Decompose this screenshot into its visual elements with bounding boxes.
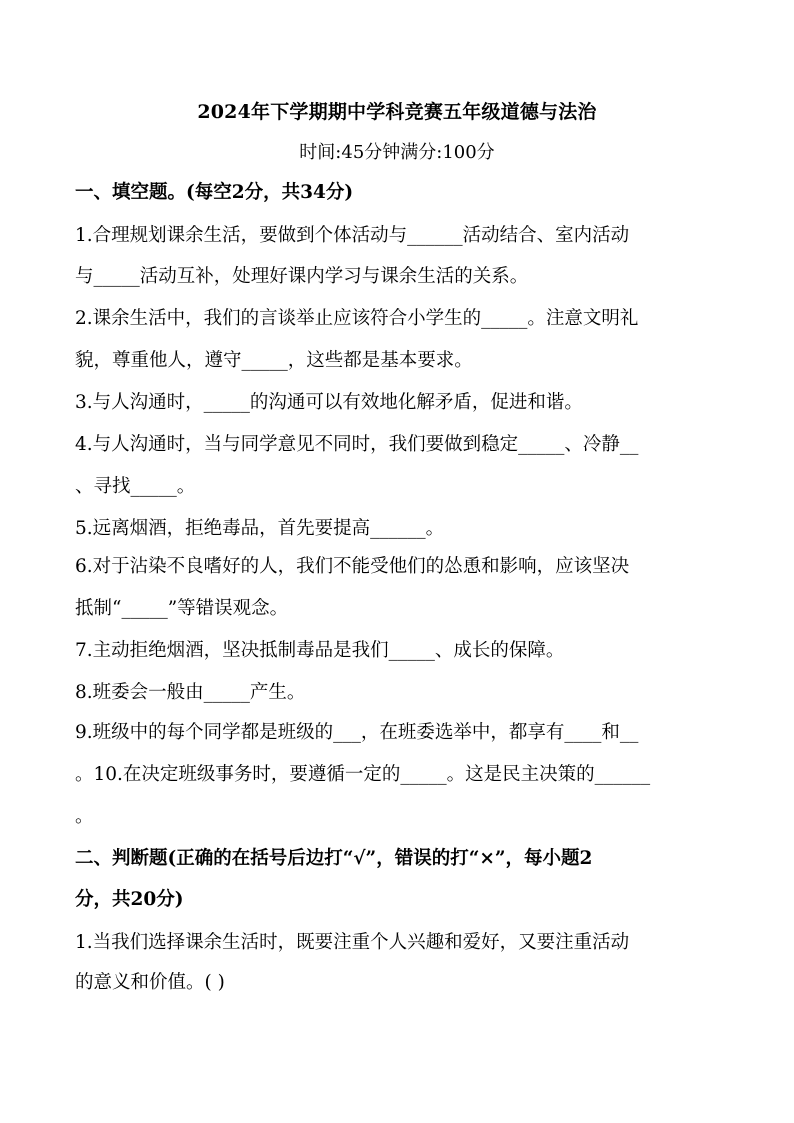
section-heading-true-false: 二、判断题(正确的在括号后边打“√”，错误的打“×”，每小题2 [75,848,593,869]
question-line: 9.班级中的每个同学都是班级的___，在班委选举中，都享有____和__ [75,722,639,743]
page-title: 2024年下学期期中学科竞赛五年级道德与法治 [197,101,597,123]
question-line: 4.与人沟通时，当与同学意见不同时，我们要做到稳定_____、冷静__ [75,434,639,455]
question-line: 1.合理规划课余生活，要做到个体活动与______活动结合、室内活动 [75,225,630,246]
exam-time-and-score: 时间:45分钟满分:100分 [299,142,495,163]
question-line: 1.当我们选择课余生活时，既要注重个人兴趣和爱好，又要注重活动 [75,932,630,953]
question-line: 的意义和价值。( ) [75,972,225,993]
section-heading-fill-in-blanks: 一、填空题。(每空2分，共34分) [75,182,354,203]
question-line: 。 [75,806,94,827]
question-line: 8.班委会一般由_____产生。 [75,682,306,703]
question-line: 5.远离烟酒，拒绝毒品，首先要提高______。 [75,518,445,539]
question-line: 与_____活动互补，处理好课内学习与课余生活的关系。 [75,266,529,287]
question-line: 3.与人沟通时，_____的沟通可以有效地化解矛盾，促进和谐。 [75,392,583,413]
question-line: 貌，尊重他人，遵守_____，这些都是基本要求。 [75,350,473,371]
question-line: 、寻找_____。 [75,476,196,497]
question-line: 抵制“_____”等错误观念。 [75,598,289,619]
question-line: 6.对于沾染不良嗜好的人，我们不能受他们的怂恿和影响，应该坚决 [75,556,630,577]
question-line: 。10.在决定班级事务时，要遵循一定的_____。这是民主决策的______ [75,764,651,785]
section-heading-true-false-continued: 分，共20分) [75,889,184,910]
question-line: 2.课余生活中，我们的言谈举止应该符合小学生的_____。注意文明礼 [75,308,639,329]
question-line: 7.主动拒绝烟酒，坚决抵制毒品是我们_____、成长的保障。 [75,640,565,661]
